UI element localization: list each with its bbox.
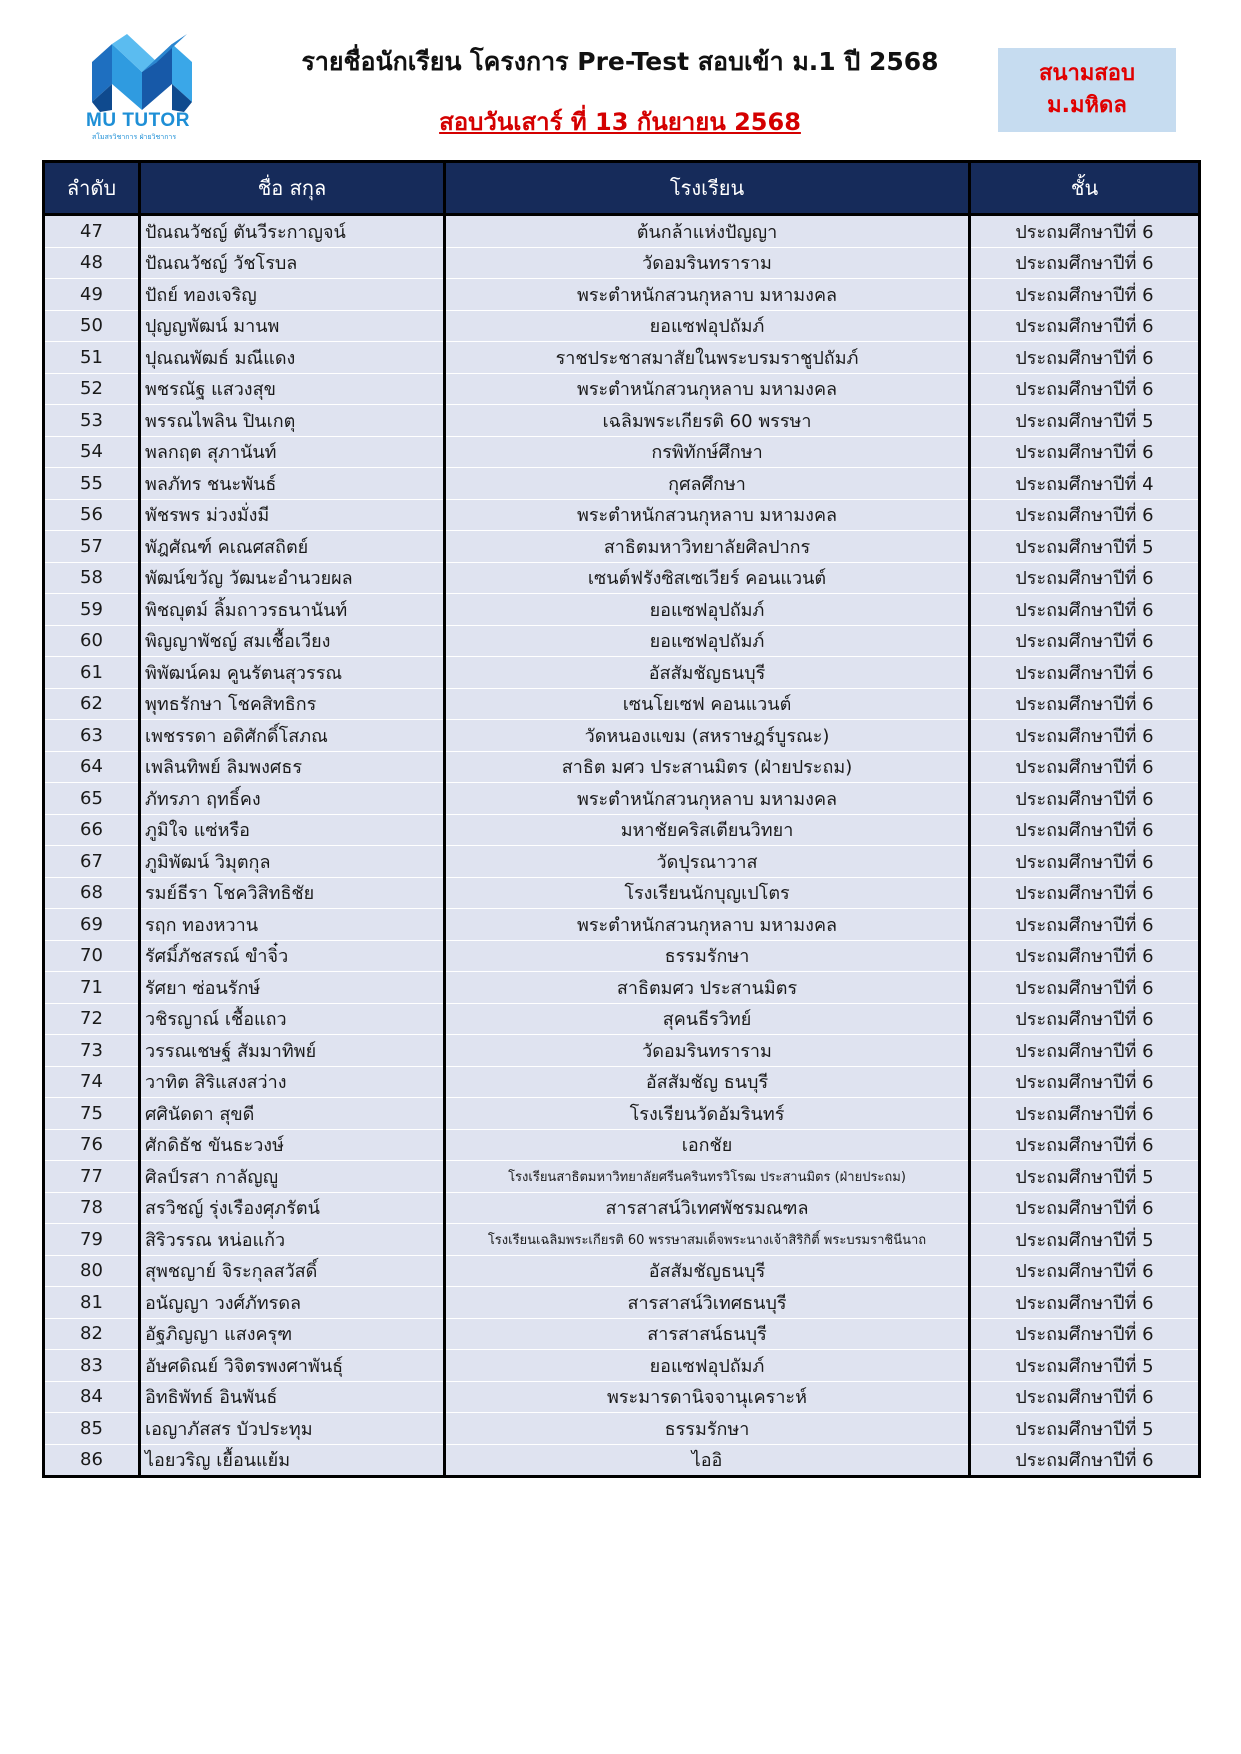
grade-level: ประถมศึกษาปีที่ 6 [970,1129,1200,1161]
row-number: 58 [44,562,140,594]
row-number: 80 [44,1255,140,1287]
student-name: ไอยวริญ เยื้อนแย้ม [140,1444,445,1477]
school-name: สาธิตมหาวิทยาลัยศิลปากร [445,531,970,563]
school-name: สารสาสน์ธนบุรี [445,1318,970,1350]
table-row [44,1129,1200,1161]
school-name: มหาชัยคริสเตียนวิทยา [445,814,970,846]
table-row [44,751,1200,783]
school-name: สารสาสน์วิเทศธนบุรี [445,1287,970,1319]
school-name: เฉลิมพระเกียรติ 60 พรรษา [445,405,970,437]
table-row [44,1413,1200,1445]
row-number: 79 [44,1224,140,1256]
student-name: วชิรญาณ์ เชื้อแถว [140,1003,445,1035]
row-number: 84 [44,1381,140,1413]
student-name: ปุญญพัฒน์ มานพ [140,310,445,342]
grade-level: ประถมศึกษาปีที่ 5 [970,1413,1200,1445]
school-name: สารสาสน์วิเทศพัชรมณฑล [445,1192,970,1224]
table-row [44,1381,1200,1413]
student-name: อัฐภิญญา แสงครุฑ [140,1318,445,1350]
grade-level: ประถมศึกษาปีที่ 5 [970,405,1200,437]
row-number: 72 [44,1003,140,1035]
grade-level: ประถมศึกษาปีที่ 6 [970,972,1200,1004]
grade-level: ประถมศึกษาปีที่ 6 [970,1098,1200,1130]
table-row [44,215,1200,248]
school-name: โรงเรียนสาธิตมหาวิทยาลัยศรีนครินทรวิโรฒ ประสานมิตร (ฝ่ายประถม) [445,1161,970,1193]
grade-level: ประถมศึกษาปีที่ 6 [970,814,1200,846]
row-number: 54 [44,436,140,468]
column-header-grade: ชั้น [970,162,1200,215]
table-row [44,468,1200,500]
grade-level: ประถมศึกษาปีที่ 6 [970,1192,1200,1224]
table-row [44,531,1200,563]
row-number: 70 [44,940,140,972]
table-row [44,1224,1200,1256]
row-number: 77 [44,1161,140,1193]
table-row [44,310,1200,342]
student-name: วรรณเชษฐ์ สัมมาทิพย์ [140,1035,445,1067]
row-number: 81 [44,1287,140,1319]
row-number: 71 [44,972,140,1004]
school-name: วัดหนองแขม (สหราษฎร์บูรณะ) [445,720,970,752]
table-body [44,215,1200,1477]
student-name: ปุณณพัฒธ์ มณีแดง [140,342,445,374]
table-row [44,688,1200,720]
school-name: ยอแซฟอุปถัมภ์ [445,310,970,342]
row-number: 53 [44,405,140,437]
table-row [44,1444,1200,1477]
school-name: เซนโยเซฟ คอนแวนต์ [445,688,970,720]
grade-level: ประถมศึกษาปีที่ 6 [970,1255,1200,1287]
student-name: พัฒน์ขวัญ วัฒนะอำนวยผล [140,562,445,594]
school-name: พระตำหนักสวนกุหลาบ มหามงคล [445,909,970,941]
row-number: 76 [44,1129,140,1161]
table-row [44,405,1200,437]
student-name: อิทธิพัทธ์ อินพันธ์ [140,1381,445,1413]
school-name: โรงเรียนนักบุญเปโตร [445,877,970,909]
grade-level: ประถมศึกษาปีที่ 6 [970,1035,1200,1067]
grade-level: ประถมศึกษาปีที่ 6 [970,562,1200,594]
table-row [44,342,1200,374]
table-row [44,1098,1200,1130]
table-row [44,1003,1200,1035]
student-name: ภัทรภา ฤทธิ์คง [140,783,445,815]
row-number: 82 [44,1318,140,1350]
table-row [44,625,1200,657]
row-number: 65 [44,783,140,815]
student-name: พิชญุตม์ ลิ้มถาวรธนานันท์ [140,594,445,626]
grade-level: ประถมศึกษาปีที่ 6 [970,846,1200,878]
row-number: 48 [44,247,140,279]
row-number: 66 [44,814,140,846]
student-name: รัศมิ์ภัชสรณ์ ขำจิ๋ว [140,940,445,972]
row-number: 52 [44,373,140,405]
table-row [44,877,1200,909]
student-name: รฤก ทองหวาน [140,909,445,941]
row-number: 69 [44,909,140,941]
school-name: ราชประชาสมาสัยในพระบรมราชูปถัมภ์ [445,342,970,374]
grade-level: ประถมศึกษาปีที่ 6 [970,1318,1200,1350]
school-name: เอกชัย [445,1129,970,1161]
grade-level: ประถมศึกษาปีที่ 6 [970,1066,1200,1098]
grade-level: ประถมศึกษาปีที่ 5 [970,1350,1200,1382]
row-number: 64 [44,751,140,783]
column-header-school: โรงเรียน [445,162,970,215]
grade-level: ประถมศึกษาปีที่ 6 [970,279,1200,311]
page-title: รายชื่อนักเรียน โครงการ Pre-Test สอบเข้า ม.1 ปี 2568 [301,47,939,76]
student-name: อนัญญา วงศ์ภัทรดล [140,1287,445,1319]
school-name: ยอแซฟอุปถัมภ์ [445,625,970,657]
student-name: อัษศดิณย์ วิจิตรพงศาพันธุ์ [140,1350,445,1382]
school-name: สุคนธีรวิทย์ [445,1003,970,1035]
student-name: พัฎศัณฑ์ คเณศสถิตย์ [140,531,445,563]
row-number: 67 [44,846,140,878]
student-name: ปัณณวัชญ์ ตันวีระกาญจน์ [140,215,445,248]
row-number: 60 [44,625,140,657]
student-name: ปัถย์ ทองเจริญ [140,279,445,311]
table-row [44,1192,1200,1224]
grade-level: ประถมศึกษาปีที่ 6 [970,436,1200,468]
school-name: พระตำหนักสวนกุหลาบ มหามงคล [445,373,970,405]
grade-level: ประถมศึกษาปีที่ 6 [970,1287,1200,1319]
grade-level: ประถมศึกษาปีที่ 6 [970,1444,1200,1477]
table-row [44,720,1200,752]
table-row [44,1035,1200,1067]
row-number: 62 [44,688,140,720]
table-row [44,247,1200,279]
student-name: ภูมิพัฒน์ วิมุตกุล [140,846,445,878]
student-name: สุพชญาย์ จิระกุลสวัสดิ์ [140,1255,445,1287]
grade-level: ประถมศึกษาปีที่ 6 [970,783,1200,815]
grade-level: ประถมศึกษาปีที่ 6 [970,342,1200,374]
student-name: พิพัฒน์คม คูนรัตนสุวรรณ [140,657,445,689]
row-number: 68 [44,877,140,909]
student-name: ศศินัดดา สุขดี [140,1098,445,1130]
school-name: ธรรมรักษา [445,1413,970,1445]
student-name: สรวิชญ์ รุ่งเรืองศุภรัตน์ [140,1192,445,1224]
table-row [44,814,1200,846]
table-row [44,1350,1200,1382]
student-name: ภูมิใจ แซ่หรือ [140,814,445,846]
school-name: พระตำหนักสวนกุหลาบ มหามงคล [445,783,970,815]
row-number: 78 [44,1192,140,1224]
student-name: พรรณไพลิน ปินเกตุ [140,405,445,437]
row-number: 55 [44,468,140,500]
grade-level: ประถมศึกษาปีที่ 5 [970,531,1200,563]
grade-level: ประถมศึกษาปีที่ 5 [970,1224,1200,1256]
table-row [44,499,1200,531]
school-name: อัสสัมชัญธนบุรี [445,1255,970,1287]
grade-level: ประถมศึกษาปีที่ 6 [970,909,1200,941]
table-row [44,1255,1200,1287]
grade-level: ประถมศึกษาปีที่ 4 [970,468,1200,500]
row-number: 73 [44,1035,140,1067]
grade-level: ประถมศึกษาปีที่ 6 [970,215,1200,248]
column-header-no: ลำดับ [44,162,140,215]
venue-box [998,48,1176,132]
table-row [44,373,1200,405]
student-table [42,160,1201,1478]
grade-level: ประถมศึกษาปีที่ 6 [970,310,1200,342]
school-name: ยอแซฟอุปถัมภ์ [445,1350,970,1382]
school-name: ไออิ [445,1444,970,1477]
exam-date: สอบวันเสาร์ ที่ 13 กันยายน 2568 [439,108,801,136]
row-number: 51 [44,342,140,374]
student-name: พัชรพร ม่วงมั่งมี [140,499,445,531]
table-row [44,1161,1200,1193]
student-name: ปัณณวัชญ์ วัชโรบล [140,247,445,279]
school-name: อัสสัมชัญธนบุรี [445,657,970,689]
row-number: 86 [44,1444,140,1477]
table-row [44,594,1200,626]
grade-level: ประถมศึกษาปีที่ 5 [970,1161,1200,1193]
student-name: พลกฤต สุภานันท์ [140,436,445,468]
row-number: 49 [44,279,140,311]
grade-level: ประถมศึกษาปีที่ 6 [970,688,1200,720]
venue-label: สนามสอบ [1039,61,1135,86]
school-name: พระมารดานิจจานุเคราะห์ [445,1381,970,1413]
school-name: กุศลศึกษา [445,468,970,500]
grade-level: ประถมศึกษาปีที่ 6 [970,499,1200,531]
student-name: พุทธรักษา โชคสิทธิกร [140,688,445,720]
venue-name: ม.มหิดล [1047,93,1127,118]
student-name: พิญญาพัชญ์ สมเชื้อเวียง [140,625,445,657]
row-number: 83 [44,1350,140,1382]
table-row [44,783,1200,815]
grade-level: ประถมศึกษาปีที่ 6 [970,594,1200,626]
table-row [44,940,1200,972]
grade-level: ประถมศึกษาปีที่ 6 [970,1381,1200,1413]
student-name: พชรณัฐ แสวงสุข [140,373,445,405]
table-row [44,562,1200,594]
student-name: รัศยา ซ่อนรักษ์ [140,972,445,1004]
row-number: 61 [44,657,140,689]
student-name: เพชรรดา อดิศักดิ์โสภณ [140,720,445,752]
table-row [44,657,1200,689]
row-number: 63 [44,720,140,752]
student-name: รมย์ธีรา โชควิสิทธิชัย [140,877,445,909]
logo-text: MU TUTOR [86,110,190,131]
school-name: สาธิต มศว ประสานมิตร (ฝ่ายประถม) [445,751,970,783]
school-name: วัดปุรณาวาส [445,846,970,878]
grade-level: ประถมศึกษาปีที่ 6 [970,877,1200,909]
row-number: 47 [44,215,140,248]
table-row [44,1287,1200,1319]
row-number: 57 [44,531,140,563]
grade-level: ประถมศึกษาปีที่ 6 [970,751,1200,783]
grade-level: ประถมศึกษาปีที่ 6 [970,720,1200,752]
table-row [44,279,1200,311]
row-number: 56 [44,499,140,531]
student-name: ศิลป์รสา กาลัญญู [140,1161,445,1193]
table-header-row [44,162,1200,215]
column-header-name: ชื่อ สกุล [140,162,445,215]
table-row [44,909,1200,941]
school-name: วัดอมรินทราราม [445,1035,970,1067]
school-name: โรงเรียนเฉลิมพระเกียรติ 60 พรรษาสมเด็จพระนางเจ้าสิริกิติ์ พระบรมราชินีนาถ [445,1224,970,1256]
student-name: ศักดิธัช ขันธะวงษ์ [140,1129,445,1161]
row-number: 75 [44,1098,140,1130]
student-name: วาทิต สิริแสงสว่าง [140,1066,445,1098]
grade-level: ประถมศึกษาปีที่ 6 [970,657,1200,689]
school-name: โรงเรียนวัดอัมรินทร์ [445,1098,970,1130]
grade-level: ประถมศึกษาปีที่ 6 [970,940,1200,972]
school-name: พระตำหนักสวนกุหลาบ มหามงคล [445,279,970,311]
logo-subtext: สโมสรวิชาการ ฝ่ายวิชาการ [92,133,177,141]
table-row [44,846,1200,878]
school-name: สาธิตมศว ประสานมิตร [445,972,970,1004]
row-number: 85 [44,1413,140,1445]
school-name: กรพิทักษ์ศึกษา [445,436,970,468]
row-number: 59 [44,594,140,626]
grade-level: ประถมศึกษาปีที่ 6 [970,1003,1200,1035]
school-name: พระตำหนักสวนกุหลาบ มหามงคล [445,499,970,531]
school-name: วัดอมรินทราราม [445,247,970,279]
table-row [44,972,1200,1004]
school-name: ต้นกล้าแห่งปัญญา [445,215,970,248]
table-row [44,1318,1200,1350]
student-name: เพลินทิพย์ ลิมพงศธร [140,751,445,783]
table-row [44,1066,1200,1098]
student-name: เอญาภัสสร บัวประทุม [140,1413,445,1445]
grade-level: ประถมศึกษาปีที่ 6 [970,247,1200,279]
row-number: 74 [44,1066,140,1098]
school-name: อัสสัมชัญ ธนบุรี [445,1066,970,1098]
grade-level: ประถมศึกษาปีที่ 6 [970,625,1200,657]
school-name: เซนต์ฟรังซิสเซเวียร์ คอนแวนต์ [445,562,970,594]
student-name: พลภัทร ชนะพันธ์ [140,468,445,500]
table-row [44,436,1200,468]
grade-level: ประถมศึกษาปีที่ 6 [970,373,1200,405]
school-name: ธรรมรักษา [445,940,970,972]
school-name: ยอแซฟอุปถัมภ์ [445,594,970,626]
student-name: สิริวรรณ หน่อแก้ว [140,1224,445,1256]
row-number: 50 [44,310,140,342]
